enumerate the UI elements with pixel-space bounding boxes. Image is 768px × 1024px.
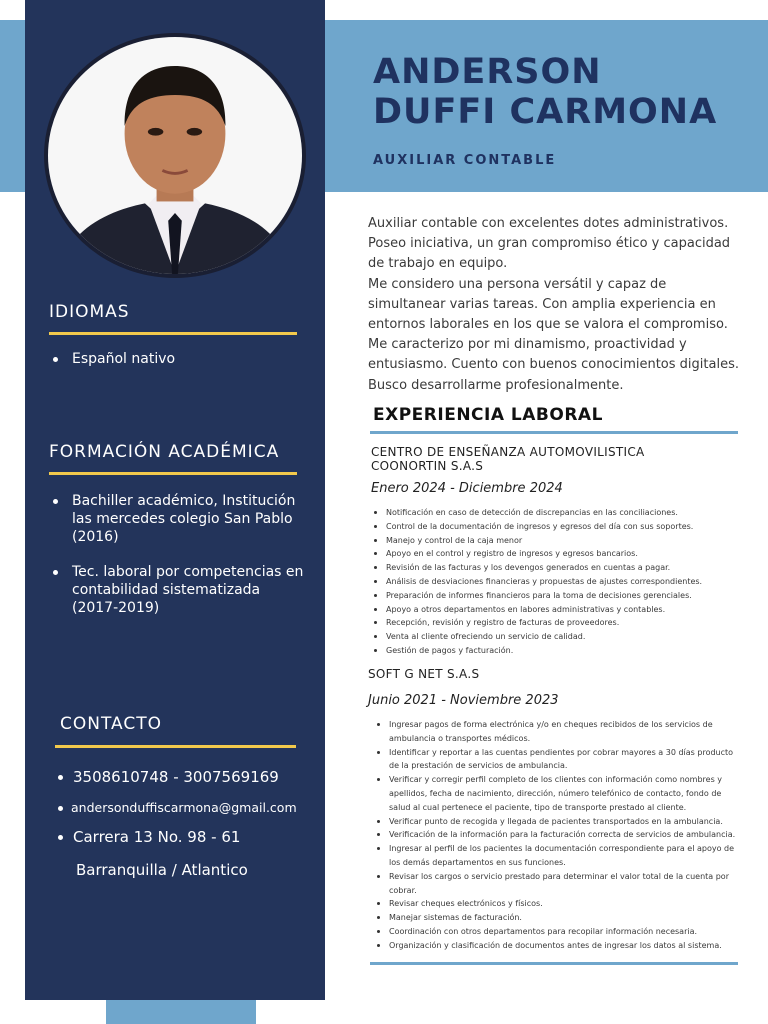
duty-item: Manejo y control de la caja menor (372, 534, 742, 548)
duty-item: Ingresar al perfil de los pacientes la documentación correspondiente para el apoyo de los demás departamentos en sus funciones. (375, 842, 740, 870)
duty-item: Organización y clasificación de documentos antes de ingresar los datos al sistema. (375, 939, 740, 953)
job-title: AUXILIAR CONTABLE (373, 153, 557, 168)
experience-heading: EXPERIENCIA LABORAL (373, 405, 603, 425)
name-line-1: ANDERSON (373, 52, 602, 92)
duty-item: Manejar sistemas de facturación. (375, 911, 740, 925)
job-company: SOFT G NET S.A.S (368, 667, 480, 681)
education-heading: FORMACIÓN ACADÉMICA (49, 442, 280, 462)
job-company: CENTRO DE ENSEÑANZA AUTOMOVILISTICA COONORTIN S.A.S (371, 445, 645, 473)
city-line: Barranquilla / Atlantico (76, 861, 248, 879)
education-list (50, 492, 305, 617)
duty-item: Venta al cliente ofreciendo un servicio de calidad. (372, 630, 742, 644)
duty-item: Revisar los cargos o servicio prestado para determinar el valor total de la cuenta por cobrar. (375, 870, 740, 898)
duty-item: Apoyo a otros departamentos en labores administrativas y contables. (372, 603, 742, 617)
duty-item: Verificar punto de recogida y llegada de pacientes transportados en la ambulancia. (375, 815, 740, 829)
duty-item: Apoyo en el control y registro de ingresos y egresos bancarios. (372, 547, 742, 561)
job-duties (372, 506, 742, 658)
duty-item: Notificación en caso de detección de discrepancias en las conciliaciones. (372, 506, 742, 520)
languages-divider (49, 332, 297, 335)
name-line-2: DUFFI CARMONA (373, 92, 718, 132)
education-item: Bachiller académico, Institución las mercedes colegio San Pablo (2016) (50, 492, 305, 546)
languages-heading: IDIOMAS (49, 302, 130, 322)
duty-item: Revisión de las facturas y los devengos generados en cuentas a pagar. (372, 561, 742, 575)
experience-bottom-divider (370, 962, 738, 965)
job-dates: Enero 2024 - Diciembre 2024 (371, 481, 563, 496)
duty-item: Preparación de informes financieros para la toma de decisiones gerenciales. (372, 589, 742, 603)
phone-numbers: 3508610748 - 3007569169 (73, 768, 279, 786)
bullet-icon (58, 835, 63, 840)
address-line: Carrera 13 No. 98 - 61 (73, 828, 241, 846)
duty-item: Gestión de pagos y facturación. (372, 644, 742, 658)
duty-item: Ingresar pagos de forma electrónica y/o en cheques recibidos de los servicios de ambulancia o transportes médicos. (375, 718, 740, 746)
email-address: andersonduffiscarmona@gmail.com (71, 800, 297, 815)
bullet-icon (58, 775, 63, 780)
phone-item[interactable] (58, 768, 279, 786)
profile-photo (44, 33, 306, 278)
duty-item: Verificación de la información para la facturación correcta de servicios de ambulancia. (375, 828, 740, 842)
email-item[interactable] (58, 800, 297, 815)
duty-item: Identificar y reportar a las cuentas pendientes por cobrar mayores a 30 días producto de la prestación de servicios de ambulancia. (375, 746, 740, 774)
experience-divider (370, 431, 738, 434)
job-dates: Junio 2021 - Noviembre 2023 (368, 693, 559, 708)
duty-item: Control de la documentación de ingresos y egresos del día con sus soportes. (372, 520, 742, 534)
duty-item: Coordinación con otros departamentos para recopilar información necesaria. (375, 925, 740, 939)
candidate-name (373, 52, 717, 132)
language-item: Español nativo (50, 350, 300, 368)
footer-tab (106, 1000, 256, 1024)
duty-item: Verificar y corregir perfil completo de los clientes con información como nombres y apellidos, fecha de nacimiento, dirección, número telefónico de contacto, fondo de salud al cual pertenece el paciente, tipo de transporte prestado al cliente. (375, 773, 740, 814)
duty-item: Revisar cheques electrónicos y físicos. (375, 897, 740, 911)
bullet-icon (58, 806, 63, 811)
duty-item: Recepción, revisión y registro de facturas de proveedores. (372, 616, 742, 630)
contact-divider (55, 745, 296, 748)
education-item: Tec. laboral por competencias en contabilidad sistematizada (2017-2019) (50, 563, 305, 617)
profile-summary: Auxiliar contable con excelentes dotes administrativos. Poseo iniciativa, un gran compromiso ético y capacidad de trabajo en equipo. Me considero una persona versátil y capaz de simultanear varias tareas. Con amplia experiencia en entornos laborales en los que se valora el compromiso. Me caracterizo por mi dinamismo, proactividad y entusiasmo. Cuento con buenos conocimientos digitales. Busco desarrollarme profesionalmente. (368, 216, 739, 393)
languages-list (50, 350, 300, 368)
duty-item: Análisis de desviaciones financieras y propuestas de ajustes correspondientes. (372, 575, 742, 589)
contact-heading: CONTACTO (60, 714, 162, 734)
education-divider (49, 472, 297, 475)
job-duties (375, 718, 740, 953)
address-item (58, 828, 240, 846)
